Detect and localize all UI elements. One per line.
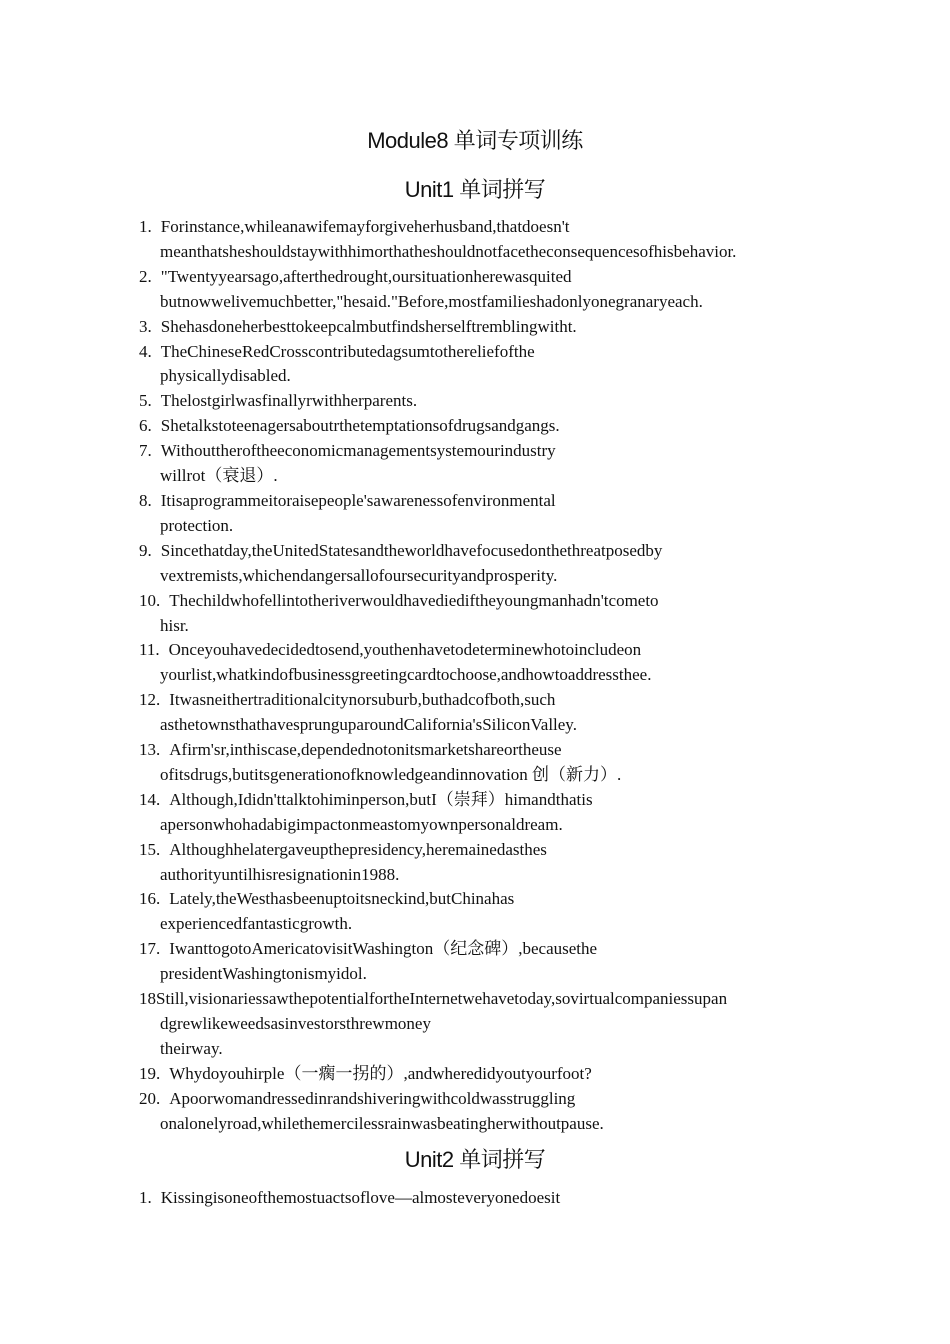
question-continuation-line (139, 763, 839, 788)
question-first-line (139, 589, 839, 614)
question-number: 1. (139, 217, 152, 236)
question-text: Kissingisoneofthemostuactsoflove—almosteveryonedoesit (160, 1188, 561, 1207)
question-item (139, 1062, 839, 1087)
question-first-line (139, 439, 839, 464)
question-text: protection. (160, 515, 234, 535)
question-item (139, 838, 839, 888)
question-text: meanthatsheshouldstaywithhimorthatheshouldnotfacetheconsequencesofhisbehavior. (160, 241, 737, 261)
question-item (139, 1186, 839, 1211)
question-first-line (139, 937, 839, 962)
question-first-line (139, 215, 839, 240)
question-text: dgrewlikeweedsasinvestorsthrewmoney (160, 1014, 431, 1033)
question-continuation-line (139, 290, 839, 315)
question-number: 6. (139, 416, 152, 436)
question-continuation-line (139, 364, 839, 389)
question-first-line (139, 788, 839, 813)
question-text: butnowwelivemuchbetter,"hesaid."Before,mostfamilieshadonlyonegranaryeach. (160, 291, 703, 311)
question-first-line (139, 1062, 839, 1087)
question-number: 13. (139, 740, 161, 760)
question-item (139, 1087, 839, 1137)
question-text: willrot（衰退）. (160, 466, 278, 486)
question-text: Shetalkstoteenagersaboutrthetemptationsofdrugsandgangs. (160, 416, 560, 436)
question-number: 20. (139, 1088, 161, 1108)
question-text: vextremists,whichendangersallofoursecurityandprosperity. (160, 565, 558, 585)
question-item (139, 738, 839, 788)
unit1-question-list (139, 215, 839, 1137)
module-title: Module8 单词专项训练 (367, 128, 583, 153)
question-text: physicallydisabled. (160, 366, 291, 386)
question-number: 18 (139, 989, 156, 1009)
question-text: authorityuntilhisresignationin1988. (160, 864, 400, 884)
question-number: 10. (139, 590, 161, 610)
question-continuation-line (139, 663, 839, 688)
question-text: Still,visionariessawthepotentialfortheInternetwehavetoday,sovirtualcompaniessupan (156, 989, 728, 1009)
unit2-title: Unit2 单词拼写 (404, 1147, 546, 1172)
question-continuation-line (139, 564, 839, 589)
question-text: yourlist,whatkindofbusinessgreetingcardtochoose,andhowtoaddressthee. (160, 665, 652, 685)
question-first-line (139, 315, 839, 340)
question-first-line (139, 265, 839, 290)
question-text: "Twentyyearsago,afterthedrought,oursituationherewasquited (160, 266, 572, 286)
question-number: 11. (139, 640, 160, 660)
unit2-question-list (139, 1186, 839, 1211)
question-text: presidentWashingtonismyidol. (160, 964, 367, 984)
question-item (139, 315, 839, 340)
question-item (139, 589, 839, 639)
question-text: Although,Ididn'ttalktohiminperson,butI（崇拜）himandthatis (169, 789, 593, 809)
question-text: Forinstance,whileanawifemayforgiveherhusband,thatdoesn't (160, 217, 570, 236)
question-number: 5. (139, 391, 152, 411)
question-number: 12. (139, 690, 161, 710)
question-text: Itwasneithertraditionalcitynorsuburb,buthadcofboth,such (169, 690, 556, 710)
question-number: 15. (139, 839, 161, 859)
question-item (139, 788, 839, 838)
question-number: 4. (139, 341, 152, 361)
question-text: apersonwhohadabigimpactonmeastomyownpersonaldream. (160, 814, 563, 834)
question-text: experiencedfantasticgrowth. (160, 914, 353, 934)
question-continuation-line (139, 962, 839, 987)
question-item (139, 414, 839, 439)
question-text: TheChineseRedCrosscontributedagsumtothereliefofthe (160, 341, 535, 361)
question-first-line (139, 638, 839, 663)
question-text: hisr. (160, 615, 189, 635)
question-text: Shehasdoneherbesttokeepcalmbutfindsherselftremblingwitht. (160, 316, 577, 336)
unit1-title: Unit1 单词拼写 (404, 177, 546, 202)
question-number: 16. (139, 889, 161, 909)
question-first-line (139, 688, 839, 713)
question-number: 14. (139, 789, 161, 809)
question-continuation-line (139, 813, 839, 838)
question-text: theirway. (160, 1038, 223, 1058)
question-first-line (139, 1186, 839, 1211)
question-item (139, 539, 839, 589)
question-first-line (139, 887, 839, 912)
question-text: Sincethatday,theUnitedStatesandtheworldhavefocusedonthethreatposedby (160, 540, 663, 560)
question-text: ofitsdrugs,butitsgenerationofknowledgeandinnovation 创（新力）. (160, 764, 622, 784)
question-first-line (139, 838, 839, 863)
question-first-line (139, 738, 839, 763)
question-first-line (139, 1087, 839, 1112)
question-continuation-line (139, 912, 839, 937)
question-first-line (139, 539, 839, 564)
question-item (139, 389, 839, 414)
question-text: Onceyouhavedecidedtosend,youthenhavetodeterminewhotoincludeon (168, 640, 642, 660)
question-text: Itisaprogrammeitoraisepeople'sawarenessofenvironmental (160, 490, 556, 510)
question-text: Althoughhelatergaveupthepresidency,heremainedasthes (169, 839, 547, 859)
question-number: 1. (139, 1188, 152, 1207)
question-continuation-line (139, 514, 839, 539)
question-first-line (139, 489, 839, 514)
question-first-line (139, 340, 839, 365)
question-continuation-line (139, 464, 839, 489)
question-text: Thelostgirlwasfinallyrwithherparents. (160, 391, 418, 411)
question-item (139, 265, 839, 315)
question-item (139, 340, 839, 390)
question-continuation-line (139, 1112, 839, 1137)
question-number: 8. (139, 490, 152, 510)
question-text: Apoorwomandressedinrandshiveringwithcoldwasstruggling (169, 1088, 576, 1108)
question-number: 17. (139, 939, 161, 959)
question-item (139, 688, 839, 738)
question-item (139, 887, 839, 937)
question-first-line (139, 414, 839, 439)
question-number: 19. (139, 1063, 161, 1083)
question-text: Afirm'sr,inthiscase,dependednotonitsmarketshareortheuse (169, 740, 562, 760)
question-continuation-line (139, 713, 839, 738)
question-continuation-line (139, 863, 839, 888)
question-text: Lately,theWesthasbeenuptoitsneckind,butChinahas (169, 889, 515, 909)
question-item (139, 987, 839, 1062)
question-first-line (139, 987, 839, 1012)
question-text: Whydoyouhirple（一瘸一拐的）,andwheredidyoutyourfoot? (169, 1063, 592, 1083)
question-item (139, 215, 839, 265)
question-item (139, 937, 839, 987)
question-first-line (139, 389, 839, 414)
question-number: 2. (139, 266, 152, 286)
question-item (139, 489, 839, 539)
question-item (139, 439, 839, 489)
question-text: onalonelyroad,whilethemercilessrainwasbeatingherwithoutpause. (160, 1113, 604, 1133)
question-item (139, 638, 839, 688)
question-text: Thechildwhofellintotheriverwouldhavediediftheyoungmanhadn'tcometo (169, 590, 659, 610)
question-text: IwanttogotoAmericatovisitWashington（纪念碑）,becausethe (169, 939, 598, 959)
question-number: 3. (139, 316, 152, 336)
question-continuation-line (139, 1037, 839, 1062)
question-text: Withouttheroftheeconomicmanagementsystemourindustry (160, 441, 556, 461)
question-continuation-line (139, 614, 839, 639)
question-number: 9. (139, 540, 152, 560)
question-number: 7. (139, 441, 152, 461)
question-continuation-line (139, 1012, 839, 1037)
question-continuation-line (139, 240, 839, 265)
question-text: asthetownsthathavesprunguparoundCalifornia'sSiliconValley. (160, 715, 577, 735)
